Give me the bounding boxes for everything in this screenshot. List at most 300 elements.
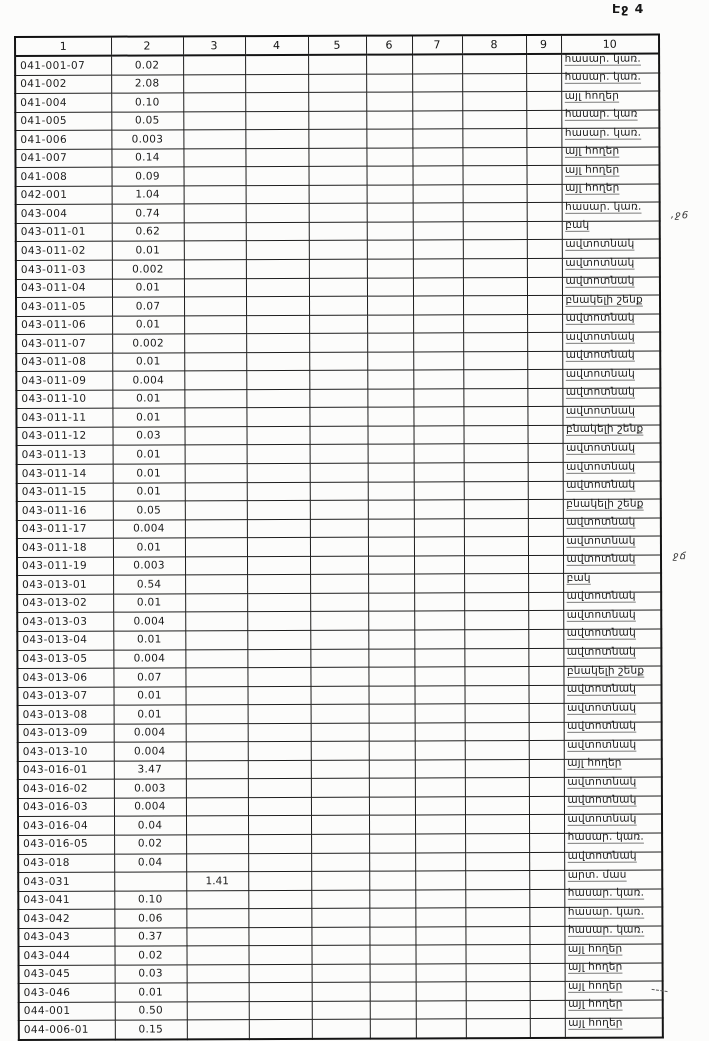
value-cell-col5 [309,166,367,185]
value-cell-col7 [413,389,463,408]
value-cell-col5 [309,370,367,389]
parcel-code-cell: 043-016-02 [18,779,114,798]
table-row [16,388,660,409]
value-cell-col4 [249,1020,312,1039]
value-cell-col9 [527,314,562,333]
value-cell-col9 [527,221,562,240]
land-use-text: ավտոտնակ [567,794,637,807]
value-cell-col3 [183,148,245,167]
value-cell-col2: 0.07 [112,297,184,316]
land-use-text: այլ հողեր [565,182,620,195]
table-row [18,907,662,928]
value-cell-col8 [465,722,529,741]
value-cell-col9 [528,629,563,648]
value-cell-col5 [312,1001,370,1020]
value-cell-col8 [465,741,529,760]
value-cell-col6 [366,74,412,93]
value-cell-col7 [414,518,464,537]
land-use-text: ավտոտնակ [566,441,636,454]
parcel-code-cell: 043-031 [18,872,114,891]
table-row [16,239,660,260]
value-cell-col2: 0.06 [114,909,186,928]
parcel-code-cell: 043-013-03 [17,613,113,632]
value-cell-col9 [529,722,564,741]
value-cell-col8 [465,926,529,945]
value-cell-col2: 0.004 [114,798,186,817]
value-cell-col2: 0.004 [112,371,184,390]
value-cell-col9 [527,370,562,389]
value-cell-col3 [186,797,248,816]
table-row [15,54,659,76]
value-cell-col2: 0.004 [113,612,185,631]
parcel-code-cell: 041-001-07 [15,56,111,75]
land-use-text: ավտոտնակ [566,589,636,603]
value-cell-col7 [412,148,462,167]
value-cell-col4 [248,723,311,742]
value-cell-col9 [528,444,563,463]
parcel-code-cell: 043-018 [18,854,114,873]
table-row [16,351,660,372]
value-cell-col6 [366,92,412,111]
value-cell-col5 [311,816,369,835]
value-cell-col2: 0.01 [113,482,185,501]
value-cell-col8 [464,648,528,667]
value-cell-col6 [368,593,414,612]
value-cell-col6 [367,259,413,278]
value-cell-col2: 0.01 [112,353,184,372]
parcel-code-cell: 043-016-05 [18,835,114,854]
value-cell-col6 [369,945,415,964]
value-cell-col6 [367,352,413,371]
value-cell-col9 [529,945,564,964]
land-use-text: հասար. կառ. [564,126,642,139]
value-cell-col4 [247,593,310,612]
value-cell-col4 [248,853,311,872]
value-cell-col8 [466,1019,530,1038]
parcel-code-cell: 043-013-10 [18,742,114,761]
value-cell-col8 [465,871,529,890]
value-cell-col3 [186,909,248,928]
value-cell-col2: 0.004 [113,649,185,668]
land-use-text: ավտոտնակ [566,534,636,547]
value-cell-col9 [530,982,565,1001]
table-row [15,91,659,112]
value-cell-col9 [526,147,561,166]
value-cell-col2: 0.003 [113,557,185,576]
value-cell-col3 [186,890,248,909]
value-cell-col2: 0.01 [115,983,187,1002]
value-cell-col3 [186,742,248,761]
parcel-code-cell: 043-013-06 [17,668,113,687]
parcel-code-cell: 043-013-08 [18,705,114,724]
value-cell-col3 [186,946,248,965]
parcel-code-cell: 043-011-05 [16,297,112,316]
value-cell-col8 [463,203,527,222]
table-row [17,462,661,483]
value-cell-col7 [412,54,462,73]
value-cell-col2: 0.09 [112,167,184,186]
parcel-code-cell: 043-011-04 [16,279,112,298]
value-cell-col9 [526,54,561,73]
value-cell-col2: 0.01 [112,316,184,335]
table-row [18,814,662,835]
parcel-code-cell: 043-041 [18,891,114,910]
value-cell-col3 [184,352,246,371]
table-row [19,1018,663,1040]
parcel-code-cell: 043-011-16 [17,501,113,520]
value-cell-col7 [414,685,464,704]
value-cell-col2: 0.03 [113,427,185,446]
value-cell-col9 [529,759,564,778]
table-row [17,555,661,576]
value-cell-col4 [245,148,308,167]
value-cell-col9 [528,500,563,519]
value-cell-col2: 0.01 [113,686,185,705]
value-cell-col6 [370,982,416,1001]
value-cell-col9 [528,555,563,574]
header-col-4: 4 [245,36,308,55]
value-cell-col8 [465,889,529,908]
value-cell-col3 [184,167,246,186]
value-cell-col6 [370,1001,416,1020]
header-col-6: 6 [366,35,412,54]
table-body [15,54,663,1040]
value-cell-col2: 0.04 [114,816,186,835]
table-row [16,202,660,223]
value-cell-col6 [370,1019,416,1038]
header-col-1: 1 [15,37,111,56]
value-cell-col3 [186,723,248,742]
value-cell-col7 [412,92,462,111]
value-cell-col8 [464,537,528,556]
table-row [18,759,662,780]
value-cell-col8 [466,963,530,982]
land-use-text: հասար. կառ. [564,70,642,83]
value-cell-col8 [464,463,528,482]
value-cell-col8 [462,147,526,166]
value-cell-col4 [247,630,310,649]
parcel-code-cell: 043-013-05 [17,650,113,669]
value-cell-col8 [466,982,530,1001]
table-row [16,184,660,205]
table-row [17,648,661,669]
value-cell-col7 [416,964,466,983]
value-cell-col7 [416,982,466,1001]
value-cell-col7 [412,129,462,148]
cadastre-table [14,34,664,1041]
value-cell-col3 [185,631,247,650]
table-row [17,518,661,539]
value-cell-col6 [367,278,413,297]
land-use-text: ավտոտնակ [567,849,637,862]
table-row [19,1000,663,1021]
value-cell-col2: 0.003 [114,779,186,798]
value-cell-col8 [464,500,528,519]
land-use-text: բնակելի շենք [566,664,645,677]
value-cell-col5 [309,222,367,241]
table-row [16,314,660,335]
value-cell-col4 [247,649,310,668]
value-cell-col3 [185,538,247,557]
header-row [15,35,659,56]
value-cell-col3 [183,93,245,112]
parcel-code-cell: 044-001 [19,1002,115,1021]
value-cell-col8 [463,184,527,203]
value-cell-col2: 0.01 [113,538,185,557]
value-cell-col7 [415,871,465,890]
value-cell-col4 [246,204,309,223]
value-cell-col5 [311,723,369,742]
land-use-text: բնակելի շենք [566,497,644,510]
parcel-code-cell: 043-011-06 [16,316,112,335]
value-cell-col4 [246,259,309,278]
value-cell-col8 [465,704,529,723]
value-cell-col9 [527,407,562,426]
value-cell-col5 [310,630,368,649]
value-cell-col4 [246,334,309,353]
value-cell-col3 [184,185,246,204]
table-row [18,740,662,761]
value-cell-col4 [247,612,310,631]
value-cell-col2: 0.004 [114,724,186,743]
value-cell-col4 [246,185,309,204]
table-row [18,722,662,743]
table-row [15,147,659,168]
table-row [17,444,661,465]
value-cell-col2: 0.004 [113,520,185,539]
value-cell-col5 [310,667,368,686]
value-cell-col5 [308,129,366,148]
value-cell-col5 [309,333,367,352]
value-cell-col8 [464,592,528,611]
value-cell-col2: 2.08 [111,74,183,93]
land-use-text: ավտոտնակ [566,552,636,566]
value-cell-col7 [413,185,463,204]
value-cell-col2: 0.004 [114,742,186,761]
land-use-text: ավտոտնակ [565,311,635,325]
value-cell-col5 [309,278,367,297]
parcel-code-cell: 041-004 [15,93,111,112]
value-cell-col2: 0.10 [114,890,186,909]
value-cell-col3 [185,686,247,705]
parcel-code-cell: 043-011-08 [16,353,112,372]
value-cell-col3 [184,371,246,390]
table-row [15,110,659,131]
value-cell-col4 [247,538,310,557]
value-cell-col4 [246,389,309,408]
value-cell-col6 [368,444,414,463]
land-use-text: ավտոտնակ [565,404,636,417]
value-cell-col7 [413,333,463,352]
value-cell-col9 [529,741,564,760]
value-cell-col3 [184,223,246,242]
value-cell-col5 [311,741,369,760]
value-cell-col3 [184,204,246,223]
parcel-code-cell: 043-011-02 [16,242,112,261]
value-cell-col9 [526,129,561,148]
value-cell-col6 [366,111,412,130]
value-cell-col7 [414,537,464,556]
value-cell-col2: 0.01 [112,241,184,260]
value-cell-col5 [311,853,369,872]
value-cell-col5 [310,500,368,519]
land-use-text: այլ հողեր [568,998,623,1011]
parcel-code-cell: 043-013-09 [18,724,114,743]
value-cell-col4 [246,296,309,315]
land-use-text: ավտոտնակ [565,330,635,343]
handwritten-margin-note: ջճ [672,550,688,563]
value-cell-col5 [308,111,366,130]
value-cell-col5 [310,426,368,445]
value-cell-col6 [368,482,414,501]
value-cell-col2: 0.02 [111,55,183,74]
value-cell-col9 [528,518,563,537]
value-cell-col5 [310,445,368,464]
parcel-code-cell: 043-016-03 [18,798,114,817]
value-cell-col6 [367,333,413,352]
value-cell-col9 [528,481,563,500]
value-cell-col5 [310,686,368,705]
value-cell-col5 [310,574,368,593]
value-cell-col2: 0.62 [112,223,184,242]
value-cell-col2: 0.03 [115,965,187,984]
value-cell-col3 [187,1020,249,1039]
value-cell-col2 [114,872,186,891]
parcel-code-cell: 043-011-14 [17,464,113,483]
value-cell-col3 [185,482,247,501]
table-row [16,277,660,298]
table-row [17,666,661,687]
table-row [17,425,661,446]
parcel-code-cell: 043-011-01 [16,223,112,242]
value-cell-col2: 0.01 [112,408,184,427]
value-cell-col5 [312,964,370,983]
value-cell-col6 [369,927,415,946]
value-cell-col7 [415,760,465,779]
table-row [16,406,660,427]
land-use-text: այլ հողեր [567,942,623,955]
table-row [17,592,661,613]
value-cell-col6 [368,556,414,575]
parcel-code-cell: 043-011-17 [17,520,113,539]
value-cell-col5 [311,778,369,797]
value-cell-col6 [367,166,413,185]
value-cell-col8 [462,129,526,148]
value-cell-col4 [247,556,310,575]
value-cell-col3 [185,501,247,520]
table-row [18,796,662,817]
value-cell-col9 [528,666,563,685]
header-col-8: 8 [462,35,526,54]
parcel-code-cell: 043-011-13 [17,446,113,465]
table-row [17,629,661,650]
value-cell-col4 [247,426,310,445]
table-row [16,165,660,186]
value-cell-col6 [366,148,412,167]
value-cell-col4 [247,575,310,594]
value-cell-col5 [310,556,368,575]
value-cell-col8 [465,833,529,852]
value-cell-col9 [529,815,564,834]
parcel-code-cell: 041-005 [15,112,111,131]
value-cell-col5 [308,74,366,93]
parcel-code-cell: 041-007 [15,149,111,168]
value-cell-col3 [184,278,246,297]
value-cell-col2: 0.01 [113,631,185,650]
header-col-3: 3 [183,36,245,55]
value-cell-col3 [184,260,246,279]
value-cell-col9 [527,351,562,370]
value-cell-col4 [247,667,310,686]
value-cell-col2: 0.50 [115,1002,187,1021]
value-cell-col7 [414,556,464,575]
value-cell-col4 [245,130,308,149]
value-cell-col8 [466,1000,530,1019]
value-cell-col6 [368,537,414,556]
value-cell-col2: 0.01 [113,594,185,613]
value-cell-col3 [185,556,247,575]
value-cell-col6 [368,500,414,519]
value-cell-col2: 0.07 [113,668,185,687]
value-cell-col5 [308,92,366,111]
value-cell-col6 [367,407,413,426]
parcel-code-cell: 042-001 [16,186,112,205]
value-cell-col2: 0.01 [113,464,185,483]
parcel-code-cell: 043-013-04 [17,631,113,650]
value-cell-col9 [527,425,562,444]
parcel-code-cell: 043-011-03 [16,260,112,279]
header-col-5: 5 [308,36,366,55]
value-cell-col3 [186,816,248,835]
parcel-code-cell: 043-011-15 [17,483,113,502]
value-cell-col5 [310,537,368,556]
land-use-text: ավտոտնակ [566,515,636,529]
value-cell-col8 [464,444,528,463]
value-cell-col6 [368,648,414,667]
value-cell-col9 [528,592,563,611]
parcel-code-cell: 043-013-01 [17,575,113,594]
value-cell-col4 [248,797,311,816]
value-cell-col8 [464,555,528,574]
value-cell-col9 [529,889,564,908]
value-cell-col2: 0.05 [113,501,185,520]
land-use-text: ավտոտնակ [565,237,635,250]
value-cell-col5 [311,945,369,964]
value-cell-col3 [185,427,247,446]
value-cell-col7 [415,797,465,816]
value-cell-col4 [249,983,312,1002]
table-header [15,35,659,56]
value-cell-col4 [246,167,309,186]
value-cell-col9 [528,462,563,481]
value-cell-col9 [526,91,561,110]
table-row [15,128,659,149]
table-row [19,981,663,1002]
value-cell-col9 [529,852,564,871]
value-cell-col5 [311,890,369,909]
value-cell-col3 [185,668,247,687]
value-cell-col7 [413,407,463,426]
land-use-text: հասար. կառ. [567,886,645,900]
value-cell-col7 [413,296,463,315]
value-cell-col5 [311,908,369,927]
land-use-text: ավտոտնակ [567,719,637,733]
value-cell-col8 [464,667,528,686]
value-cell-col8 [464,611,528,630]
value-cell-col4 [245,55,308,74]
table-row [17,573,661,594]
land-use-text: հասար. կառ. [567,831,644,844]
